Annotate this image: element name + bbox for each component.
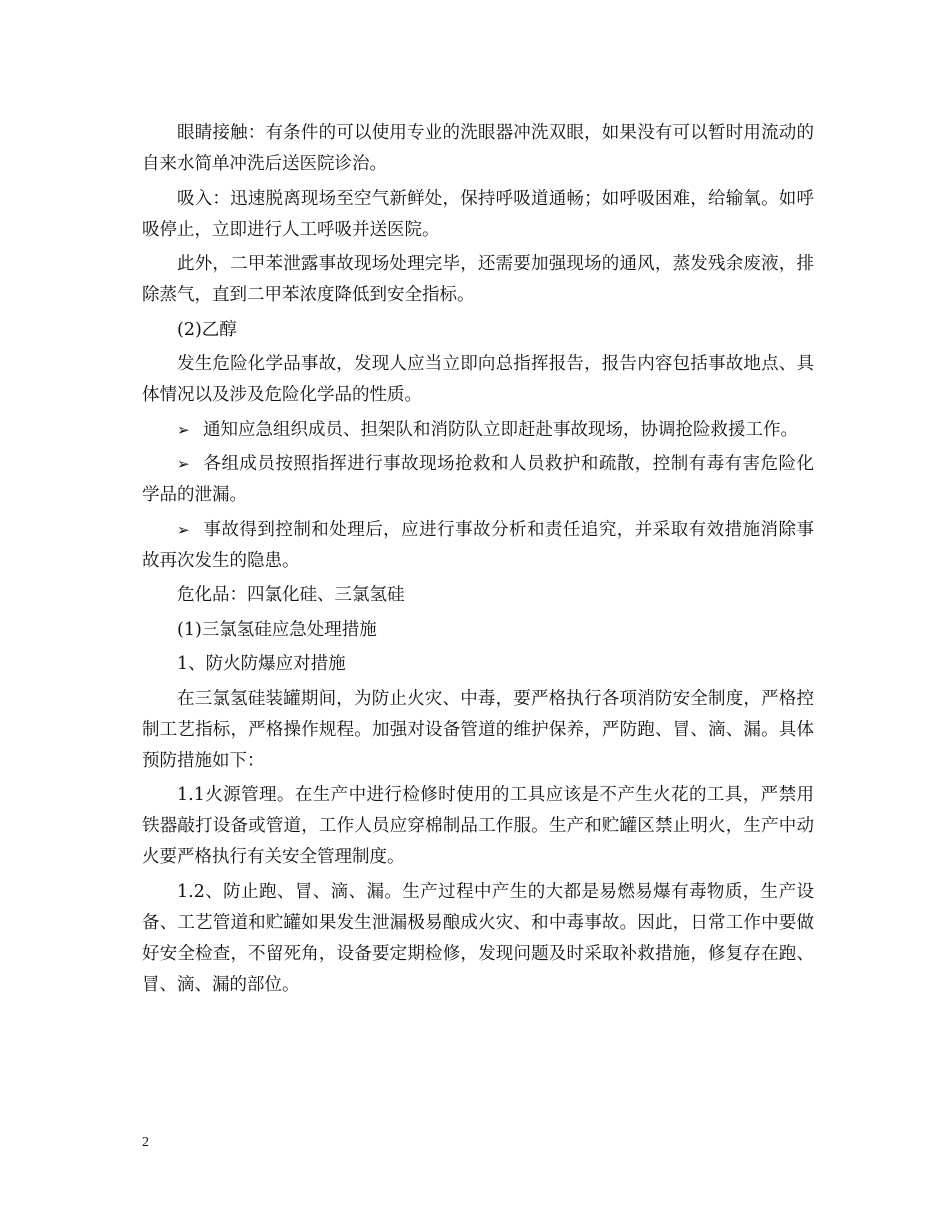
arrow-bullet-icon: ➢ (177, 420, 190, 439)
arrow-bullet-icon: ➢ (177, 455, 190, 473)
page-body (142, 118, 814, 1004)
paragraph-hazardous-chemicals: 危化品：四氯化硅、三氯氢硅 (177, 585, 405, 605)
paragraph-fire-source-management: 1.1火源管理。在生产中进行检修时使用的工具应该是不产生火花的工具，严禁用铁器敲打设备或管道，工作人员应穿棉制品工作服。生产和贮罐区禁止明火，生产中动火要严格执行有关安全管理制度。 (142, 785, 814, 867)
bullet-text: 通知应急组织成员、担架队和消防队立即赶赴事故现场，协调抢险救援工作。 (203, 419, 798, 440)
bullet-item (142, 449, 814, 511)
paragraph-xylene-ventilation: 此外，二甲苯泄露事故现场处理完毕，还需要加强现场的通风，蒸发残余废液，排除蒸气，直到二甲苯浓度降低到安全指标。 (142, 254, 814, 305)
page-number: 2 (142, 1135, 149, 1150)
heading-fire-explosion-measures: 1、防火防爆应对措施 (177, 654, 346, 674)
bullet-item (142, 515, 814, 577)
bullet-text: 各组成员按照指挥进行事故现场抢救和人员救护和疏散，控制有毒有害危险化学品的泄漏。 (142, 454, 814, 505)
paragraph-leak-prevention: 1.2、防止跑、冒、滴、漏。生产过程中产生的大都是易燃易爆有毒物质，生产设备、工艺管道和贮罐如果发生泄漏极易酿成火灾、和中毒事故。因此，日常工作中要做好安全检查，不留死角，设备要定期检修，发现问题及时采取补救措施，修复存在跑、冒、滴、漏的部位。 (142, 881, 814, 995)
paragraph-eye-contact: 眼睛接触：有条件的可以使用专业的洗眼器冲洗双眼，如果没有可以暂时用流动的自来水简单冲洗后送医院诊治。 (142, 123, 814, 174)
bullet-text: 事故得到控制和处理后，应进行事故分析和责任追究，并采取有效措施消除事故再次发生的隐患。 (142, 519, 814, 571)
paragraph-report-accident: 发生危险化学品事故，发现人应当立即向总指挥报告，报告内容包括事故地点、具体情况以及涉及危险化学品的性质。 (142, 354, 814, 405)
bullet-item (142, 415, 814, 446)
paragraph-inhalation: 吸入：迅速脱离现场至空气新鲜处，保持呼吸道通畅；如呼吸困难，给输氧。如呼吸停止，立即进行人工呼吸并送医院。 (142, 188, 814, 240)
paragraph-loading-safety: 在三氯氢硅装罐期间，为防止火灾、中毒，要严格执行各项消防安全制度，严格控制工艺指标，严格操作规程。加强对设备管道的维护保养，严防跑、冒、滴、漏。具体预防措施如下： (142, 688, 814, 771)
heading-ethanol: (2)乙醇 (177, 319, 237, 340)
arrow-bullet-icon: ➢ (177, 520, 190, 539)
heading-trichlorosilane-emergency: (1)三氯氢硅应急处理措施 (177, 619, 377, 640)
